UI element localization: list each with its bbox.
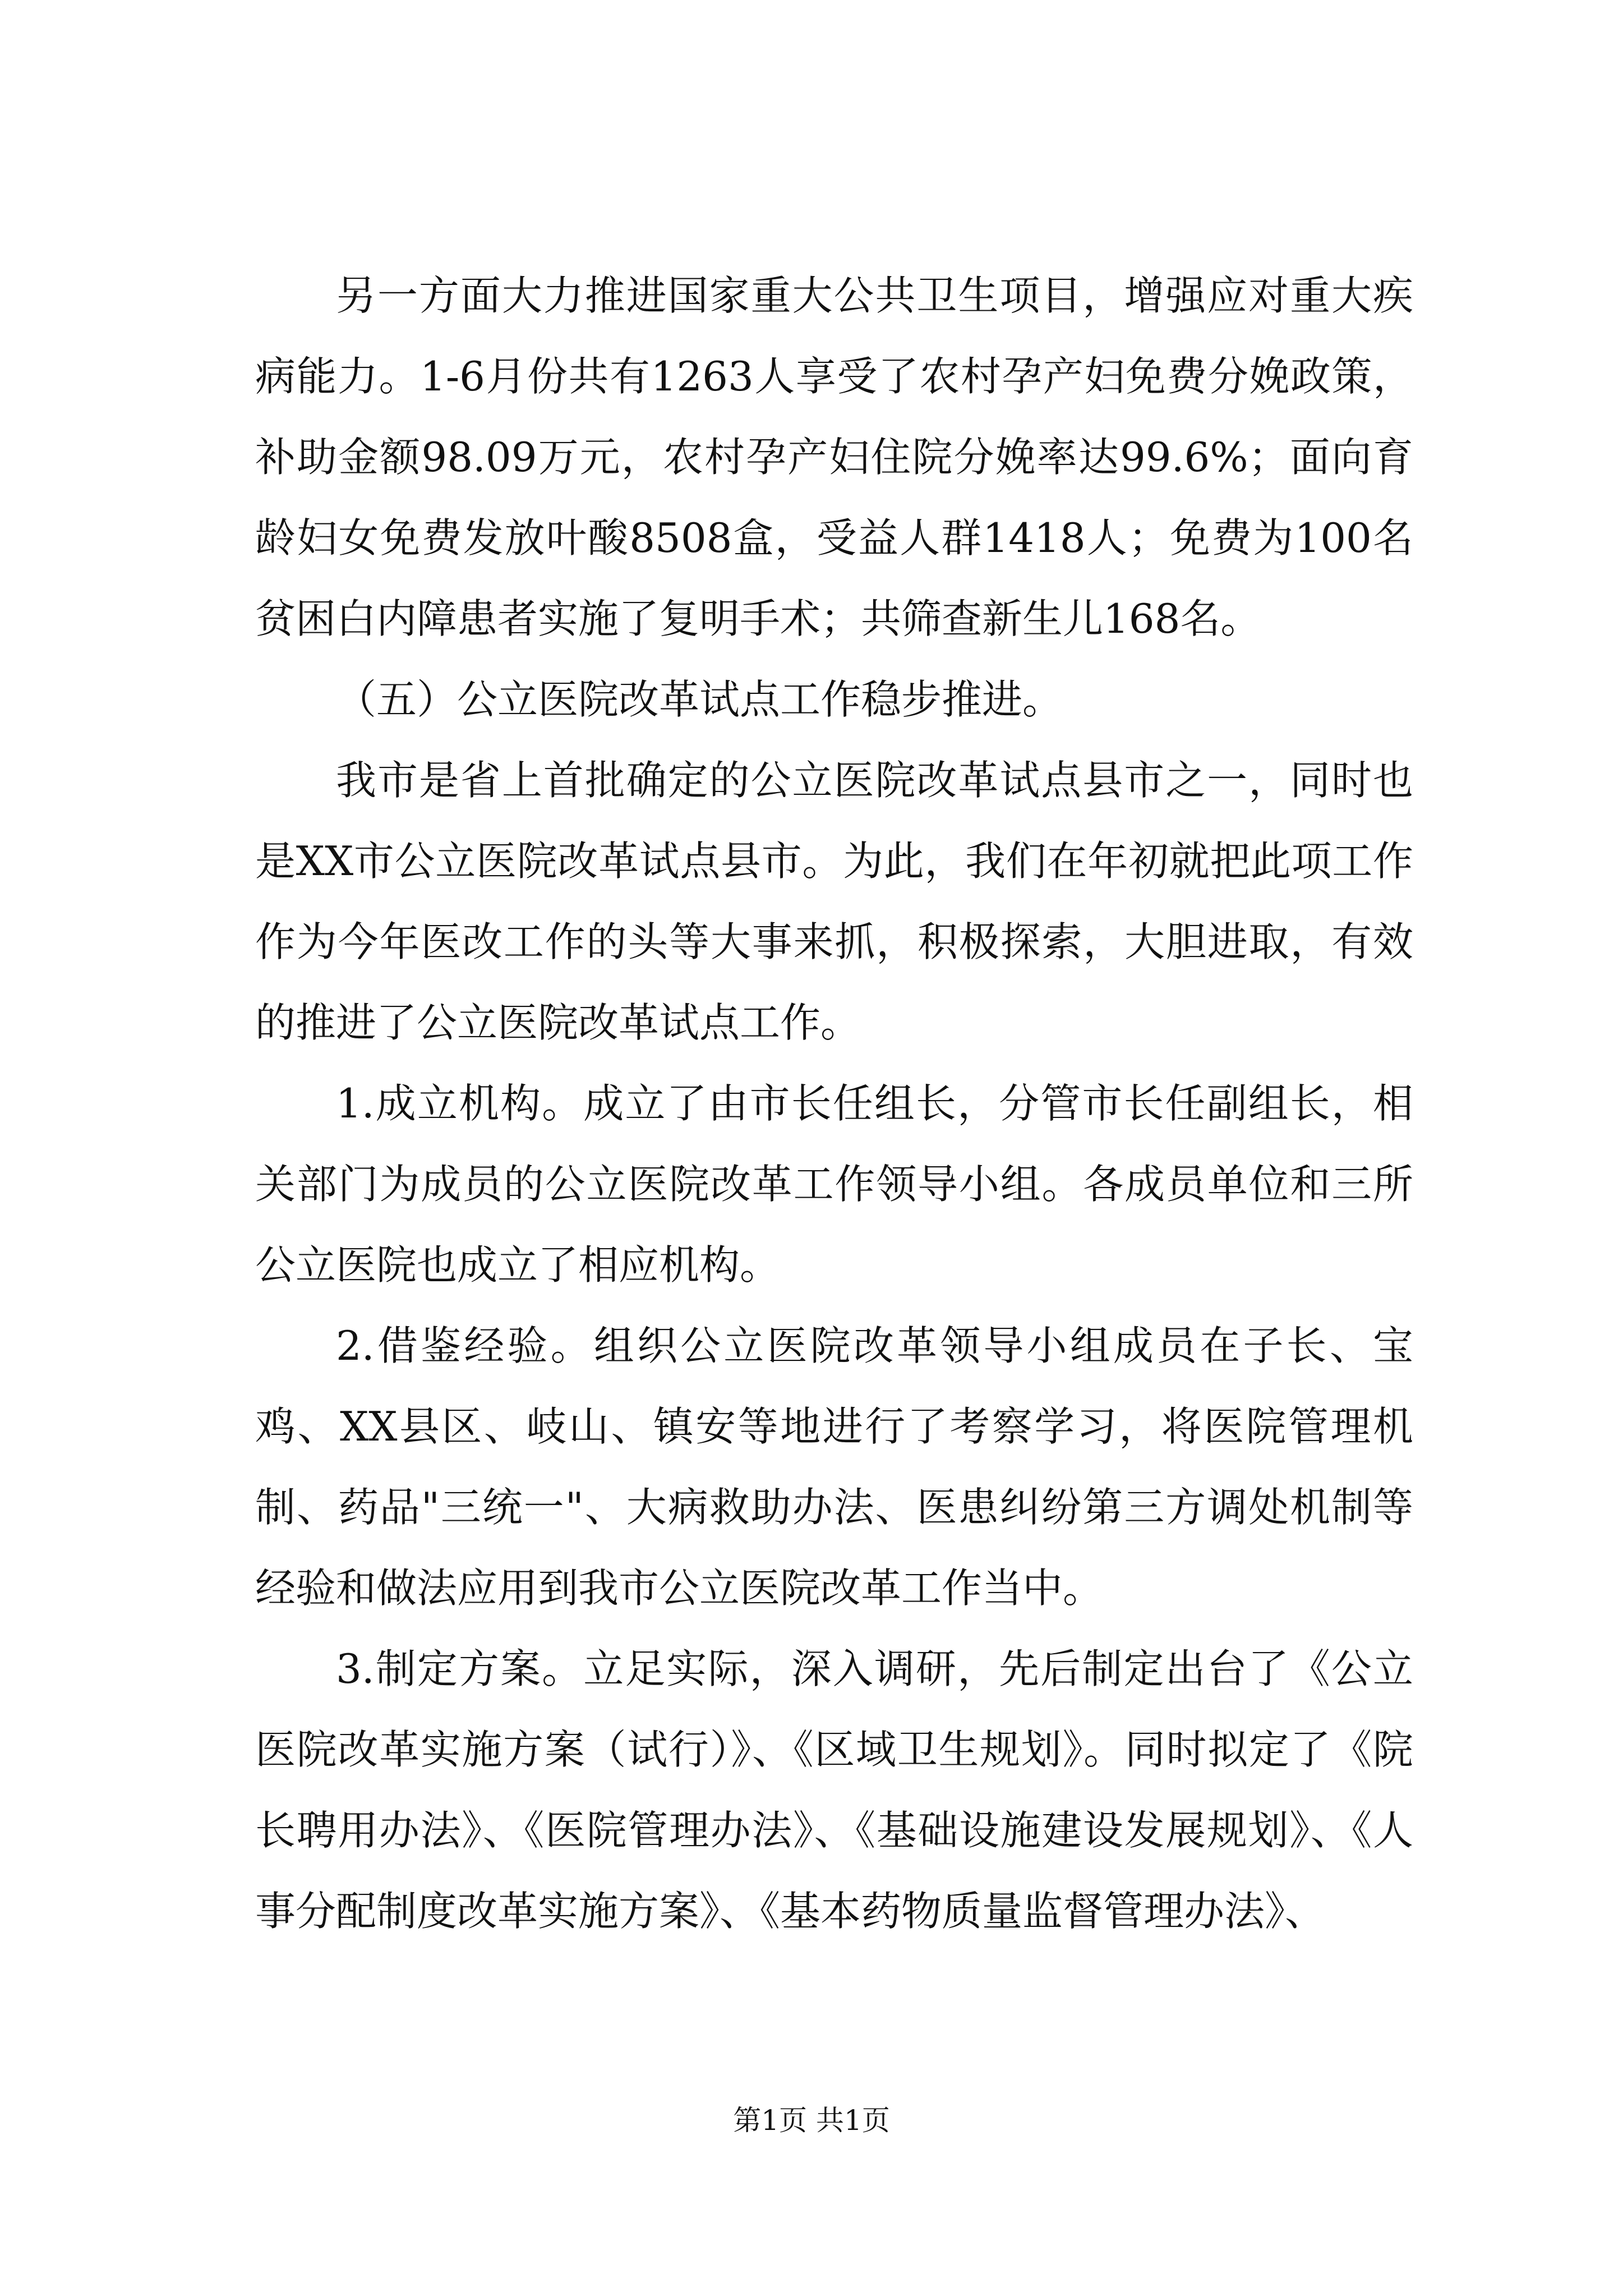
paragraph-reform-pilot-overview: 我市是省上首批确定的公立医院改革试点县市之一，同时也是XX市公立医院改革试点县市。为此，我们在年初就把此项工作作为今年医改工作的头等大事来抓，积极探索，大胆进取，有效的推进了公立医院改革试点工作。 <box>255 757 1413 1046</box>
section-heading-hospital-reform: （五）公立医院改革试点工作稳步推进。 <box>336 676 1063 723</box>
page-number-footer: 第1页 共1页 <box>733 2104 890 2137</box>
paragraph-learn-experience: 2.借鉴经验。组织公立医院改革领导小组成员在子长、宝鸡、XX县区、岐山、镇安等地进行了考察学习，将医院管理机制、药品"三统一"、大病救助办法、医患纠纷第三方调处机制等经验和做法应用到我市公立医院改革工作当中。 <box>255 1322 1413 1612</box>
paragraph-establish-organization: 1.成立机构。成立了由市长任组长，分管市长任副组长，相关部门为成员的公立医院改革工作领导小组。各成员单位和三所公立医院也成立了相应机构。 <box>255 1080 1413 1289</box>
paragraph-public-health-projects: 另一方面大力推进国家重大公共卫生项目，增强应对重大疾病能力。1-6月份共有1263人享受了农村孕产妇免费分娩政策，补助金额98.09万元，农村孕产妇住院分娩率达99.6%；面向育龄妇女免费发放叶酸8508盒，受益人群1418人；免费为100名贫困白内障患者实施了复明手术；共筛查新生儿168名。 <box>255 272 1413 642</box>
document-body <box>255 255 1413 1952</box>
paragraph-formulate-plans: 3.制定方案。立足实际，深入调研，先后制定出台了《公立医院改革实施方案（试行）》、《区域卫生规划》。同时拟定了《院长聘用办法》、《医院管理办法》、《基础设施建设发展规划》、《人事分配制度改革实施方案》、《基本药物质量监督管理办法》、 <box>255 1645 1413 1935</box>
